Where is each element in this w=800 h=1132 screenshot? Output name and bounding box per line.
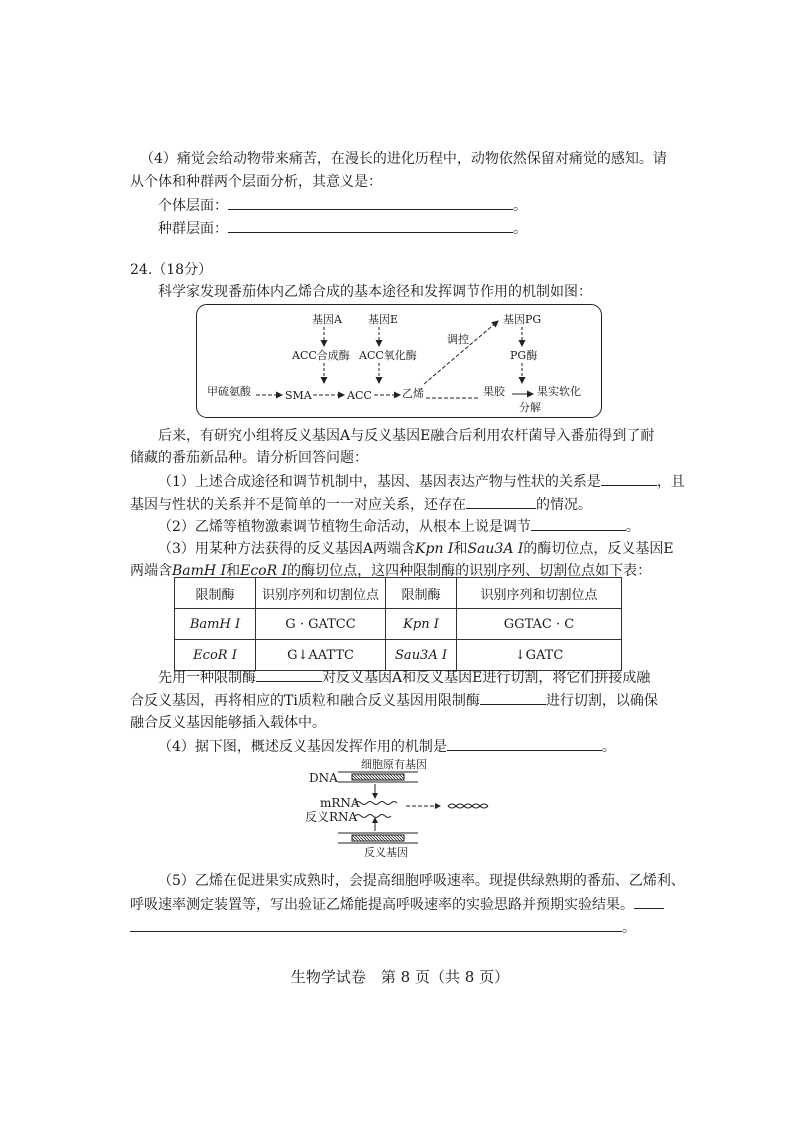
- antisense-gene-label: 反义基因: [364, 846, 408, 859]
- table-header: 限制酶: [386, 578, 457, 609]
- q5-line3: [130, 918, 636, 937]
- acc-oxidase-label: ACC氧化酶: [359, 349, 417, 362]
- acc-label: ACC: [347, 389, 372, 402]
- table-cell: Kpn Ⅰ: [386, 609, 457, 640]
- kpn-name: Kpn Ⅰ: [415, 541, 454, 557]
- after-table-line3: 融合反义基因能够插入载体中。: [130, 715, 326, 731]
- table-header: 限制酶: [175, 578, 256, 609]
- table-cell: EcoR Ⅰ: [175, 640, 256, 671]
- sau-name: Sau3A Ⅰ: [467, 541, 524, 557]
- table-cell: GGTAC · C: [457, 609, 622, 640]
- q2-text-b: 。: [625, 519, 640, 535]
- q5-line1: （5）乙烯在促进果实成熟时，会提高细胞呼吸速率。现提供绿熟期的番茄、乙烯利、: [158, 873, 685, 889]
- table-cell: G · GATCC: [256, 609, 386, 640]
- gene-e-label: 基因E: [368, 313, 399, 326]
- q2-text-a: （2）乙烯等植物激素调节植物生命活动，从根本上说是调节: [158, 519, 531, 535]
- q1-text-b: ，且: [656, 474, 685, 490]
- antisense-rna-strand: [355, 815, 391, 818]
- q5-text: 呼吸速率测定装置等，写出验证乙烯能提高呼吸速率的实验思路并预期实验结果。: [130, 897, 634, 913]
- q4-text-a: （4）据下图，概述反义基因发挥作用的机制是: [158, 739, 447, 755]
- gene-pg-label: 基因PG: [503, 313, 542, 326]
- q3-text-b: 的酶切位点，反义基因E: [523, 541, 674, 557]
- end-mark: 。: [513, 221, 527, 237]
- original-gene-label: 细胞原有基因: [361, 758, 427, 771]
- eco-name: EcoR Ⅰ: [240, 563, 288, 579]
- pectin-label: 果胶: [483, 385, 505, 398]
- q3-text-a: （3）用某种方法获得的反义基因A两端含: [158, 541, 416, 557]
- softening-label: 果实软化: [537, 385, 581, 398]
- antisense-gene-dna: [338, 833, 418, 843]
- acc-synthase-label: ACC合成酶: [292, 349, 350, 362]
- regulate-label: 调控: [447, 333, 469, 346]
- q5-blank-2[interactable]: [130, 918, 622, 932]
- sma-label: SMA: [285, 389, 312, 402]
- decompose-label: 分解: [519, 401, 541, 414]
- population-level-label: 种群层面：: [158, 221, 228, 237]
- q23-4-line1: （4）痛觉会给动物带来痛苦，在漫长的进化历程中，动物依然保留对痛觉的感知。请: [140, 151, 667, 167]
- q1-text-d: 的情况。: [536, 497, 592, 513]
- individual-level-label: 个体层面：: [158, 198, 228, 214]
- antisense-rna-label: 反义RNA: [305, 810, 358, 824]
- q3-and-2: 和: [226, 563, 241, 579]
- after-text-c: 合反义基因，再将相应的Ti质粒和融合反义基因用限制酶: [130, 693, 480, 709]
- table-cell: ↓GATC: [457, 640, 622, 671]
- q4-text-b: 。: [601, 739, 616, 755]
- mrna-label: mRNA: [320, 796, 360, 810]
- dna-label: DNA: [309, 771, 338, 785]
- after-text-a: 先用一种限制酶: [158, 670, 256, 686]
- q3-and: 和: [453, 541, 468, 557]
- q24-header: 24.（18分）: [130, 262, 213, 278]
- rna-hybrid-duplex: [448, 804, 488, 808]
- table-cell: Sau3A Ⅰ: [386, 640, 457, 671]
- q5-blank-1[interactable]: [634, 895, 664, 909]
- q23-4-line2: 从个体和种群两个层面分析，其意义是：: [130, 174, 382, 190]
- mrna-strand: [355, 802, 397, 805]
- para-line2: 储藏的番茄新品种。请分析回答问题：: [130, 450, 368, 466]
- pg-enzyme-label: PG酶: [510, 349, 538, 362]
- after-text-b: 对反义基因A和反义基因E进行切割，将它们拼接成融: [322, 670, 651, 686]
- table-cell: BamH Ⅰ: [175, 609, 256, 640]
- gene-a-label: 基因A: [312, 313, 342, 326]
- table-cell: G↓AATTC: [256, 640, 386, 671]
- q1-text-c: 基因与性状的关系并不是简单的一一对应关系，还存在: [130, 497, 466, 513]
- end-mark: 。: [513, 198, 527, 214]
- q5-end-mark: 。: [622, 920, 636, 936]
- q3-text-c: 两端含: [130, 563, 172, 579]
- methionine-label: 甲硫氨酸: [207, 385, 251, 398]
- table-header: 识别序列和切割位点: [457, 578, 622, 609]
- q1-text-a: （1）上述合成途径和调节机制中，基因、基因表达产物与性状的关系是: [158, 474, 601, 490]
- para-line1: 后来，有研究小组将反义基因A与反义基因E融合后利用农杆菌导入番茄得到了耐: [158, 428, 655, 444]
- original-gene-dna: [338, 772, 418, 782]
- bam-name: BamH Ⅰ: [172, 563, 227, 579]
- q24-intro: 科学家发现番茄体内乙烯合成的基本途径和发挥调节作用的机制如图：: [158, 284, 592, 300]
- q3-text-d: 的酶切位点，这四种限制酶的识别序列、切割位点如下表：: [287, 563, 652, 579]
- q5-line2: [130, 895, 664, 914]
- after-text-d: 进行切割，以确保: [545, 693, 658, 709]
- table-header: 识别序列和切割位点: [256, 578, 386, 609]
- ethylene-label: 乙烯: [402, 387, 424, 400]
- page-footer: 生物学试卷 第 8 页（共 8 页）: [290, 968, 510, 986]
